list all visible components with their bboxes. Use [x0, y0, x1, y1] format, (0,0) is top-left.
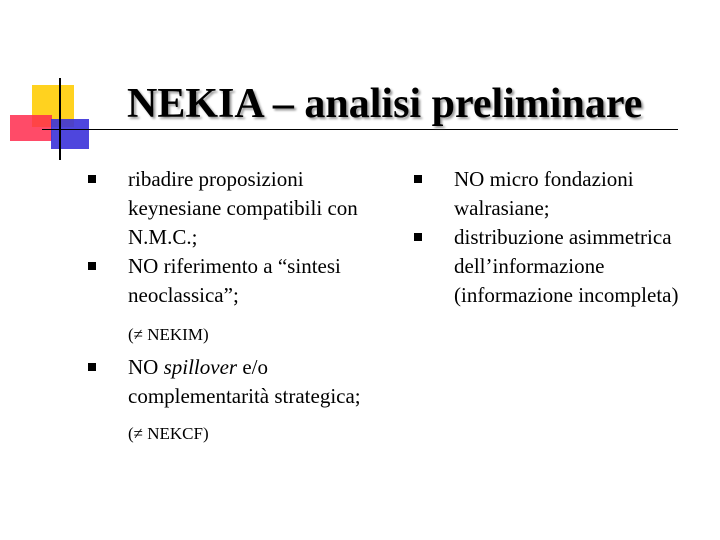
- title-underline: [42, 129, 678, 130]
- right-column: [408, 165, 708, 310]
- left-column: [82, 165, 392, 445]
- logo-vertical-line: [59, 78, 61, 160]
- note-text: (≠ NEKCF): [128, 424, 209, 443]
- list-item-text: ribadire proposizioni keynesiane compatibili con N.M.C.;: [128, 167, 358, 249]
- list-item-text-suffix: e/o complementarità strategica;: [128, 355, 361, 408]
- list-item-text: NO micro fondazioni walrasiane;: [454, 167, 634, 220]
- square-bullet-icon: [414, 175, 422, 183]
- square-bullet-icon: [88, 175, 96, 183]
- slide-title: NEKIA – analisi preliminare: [127, 81, 643, 127]
- list-item-text-prefix: NO: [128, 355, 164, 379]
- list-item: [82, 252, 392, 310]
- list-item: [82, 165, 392, 252]
- square-bullet-icon: [414, 233, 422, 241]
- square-bullet-icon: [88, 363, 96, 371]
- note-text: (≠ NEKIM): [128, 325, 209, 344]
- square-bullet-icon: [88, 262, 96, 270]
- list-item: [408, 223, 708, 310]
- list-item-text: distribuzione asimmetrica dell’informazione (informazione incompleta): [454, 225, 679, 307]
- list-item: [408, 165, 708, 223]
- list-item-text-italic: spillover: [163, 355, 238, 379]
- list-item-text: NO riferimento a “sintesi neoclassica”;: [128, 254, 341, 307]
- logo-red-square: [10, 115, 52, 141]
- list-item: [82, 353, 392, 411]
- logo-blue-square: [51, 119, 89, 149]
